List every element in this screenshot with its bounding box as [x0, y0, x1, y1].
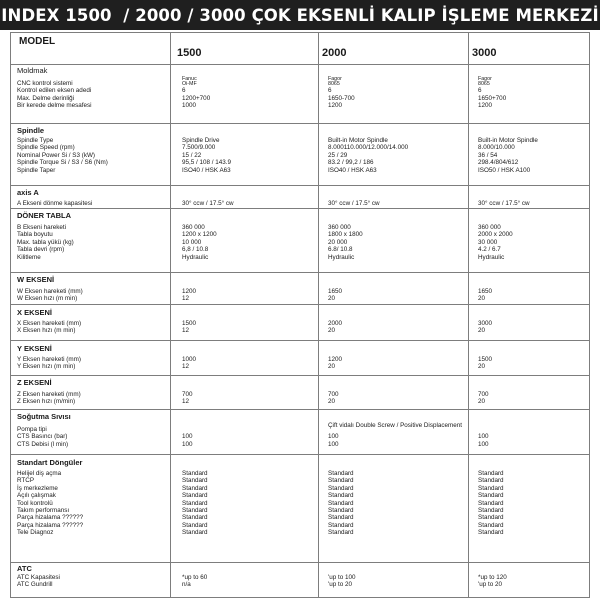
row-value: 100 [182, 440, 193, 448]
row-value: 700 [328, 391, 339, 398]
row-value: *up to 120 [478, 574, 507, 581]
row-value: 8065 [328, 81, 340, 88]
row-label: Parça hizalama ?????? [17, 521, 84, 529]
row-value: 100 [478, 440, 489, 448]
row-label: X Eksen hareketi (mm) [17, 320, 82, 327]
row-label: Tabla boyutu [17, 231, 53, 239]
row-value: 100 [328, 440, 339, 448]
section-title: X EKSENİ [17, 308, 53, 317]
row-value: 2000 x 2000 [478, 231, 513, 239]
row-value: 36 / 54 [478, 151, 498, 159]
row-value: 298.4/804/612 [478, 159, 519, 167]
row-label: Nominal Power Si / S3 (kW) [17, 151, 96, 159]
row-value: 7.500/9.000 [182, 144, 216, 152]
section-title: Z EKSENİ [17, 378, 52, 387]
row-label: Spindle Speed (rpm) [17, 144, 75, 152]
section-title: DÖNER TABLA [17, 211, 72, 220]
row-value: Standard [182, 477, 208, 485]
row-value: 30° ccw / 17.5° cw [182, 200, 234, 207]
row-label: Tele Diagnoz [17, 529, 54, 537]
row-value: 10 000 [182, 238, 202, 246]
row-value: 12 [182, 398, 190, 406]
row-value: 20 000 [328, 238, 348, 246]
row-label: Spindle Type [17, 137, 54, 144]
row-value: 20 [478, 327, 486, 335]
row-label: Max. tabla yükü (kg) [17, 238, 74, 246]
row-value: Standard [478, 521, 504, 529]
row-value: 1200 [328, 102, 343, 110]
row-label: Spindle Taper [17, 166, 56, 174]
row-value: n/a [182, 581, 191, 589]
row-value: 1200 [182, 288, 197, 295]
row-value: 20 [328, 327, 336, 335]
row-value: ISO50 / HSK A100 [478, 166, 531, 174]
model-1500-header: 1500 [177, 47, 202, 59]
row-label: CNC kontrol sistemi [17, 80, 73, 87]
row-value: 1650+700 [478, 94, 507, 102]
row-label: CTS Debisi (l min) [17, 440, 69, 448]
row-value: 100 [182, 433, 193, 441]
row-label: B Ekseni hareketi [17, 224, 67, 231]
row-value: 1200 [328, 356, 343, 363]
row-value: 20 [328, 398, 336, 406]
section-title: axis A [17, 188, 39, 197]
row-value: 83.2 / 99,2 / 186 [328, 159, 374, 167]
row-value: Standard [328, 499, 354, 507]
row-value: 'up to 100 [328, 574, 356, 581]
row-value: 1650 [328, 288, 343, 295]
row-label: Kontrol edilen eksen adedi [17, 87, 92, 95]
row-value: Standard [328, 477, 354, 485]
row-label: Parça hizalama ?????? [17, 514, 84, 522]
row-value: 12 [182, 295, 190, 303]
model-2000-header: 2000 [322, 47, 347, 59]
row-value: 8.000110.000/12.000/14.000 [328, 144, 409, 152]
row-value: Standard [182, 521, 208, 529]
row-value: 8.000/10.000 [478, 144, 515, 152]
row-label: Pompa tipi [17, 426, 47, 433]
row-value: *up to 60 [182, 574, 208, 581]
row-value: Standard [478, 470, 504, 477]
row-value: 700 [182, 391, 193, 398]
row-value: Standard [328, 507, 354, 514]
section-title: Moldmak [17, 66, 48, 75]
row-value: Standard [328, 470, 354, 477]
row-value: 30° ccw / 17.5° cw [328, 200, 380, 207]
row-label: A Ekseni dönme kapasitesi [17, 200, 93, 207]
row-value-span: Çift vidalı Double Screw / Positive Displacement [328, 422, 463, 429]
row-value: Standard [478, 477, 504, 485]
row-value: 700 [478, 391, 489, 398]
row-value: Standard [478, 514, 504, 522]
row-value: Standard [182, 484, 208, 492]
row-label: W Eksen hızı (m min) [17, 295, 78, 303]
row-value: Standard [328, 484, 354, 492]
row-value: 20 [478, 398, 486, 406]
section-title: Spindle [17, 126, 45, 135]
model-label: MODEL [19, 36, 56, 47]
row-value: Built-in Motor Spindle [328, 137, 388, 144]
section-title: Soğutma Sıvısı [17, 412, 71, 421]
row-value: Standard [328, 529, 354, 537]
row-value: Fagor [478, 76, 492, 82]
row-label: Y Eksen hareketi (mm) [17, 356, 81, 363]
row-value: 30 000 [478, 238, 498, 246]
row-label: Takım performansı [17, 507, 70, 514]
row-value: Oi-MF [182, 81, 197, 88]
row-label: Z Eksen hızı (m/min) [17, 398, 76, 406]
row-value: Standard [478, 499, 504, 507]
row-label: Tabla devri (rpm) [17, 246, 65, 254]
row-value: Standard [328, 521, 354, 529]
row-value: 100 [328, 433, 339, 441]
row-value: Standard [328, 492, 354, 500]
row-label: Spindle Torque Si / S3 / S6 (Nm) [17, 159, 108, 167]
spec-table [10, 32, 590, 598]
section-title: ATC [17, 564, 32, 573]
row-label: RTCP [17, 477, 35, 485]
row-value: ISO40 / HSK A63 [328, 166, 377, 174]
row-label: İş merkezleme [17, 484, 58, 492]
row-value: Fagor [328, 76, 342, 82]
row-value: 'up to 20 [328, 581, 352, 589]
row-value: 6,8 / 10.8 [182, 246, 209, 254]
row-value: 8065 [478, 81, 490, 88]
row-value: Standard [182, 529, 208, 537]
row-value: 20 [328, 363, 336, 371]
row-label: ATC Kapasitesi [17, 574, 60, 581]
section-title: Standart Döngüler [17, 458, 83, 467]
row-value: Standard [182, 499, 208, 507]
row-value: Hydraulic [328, 253, 355, 261]
row-label: Helijel diş açma [17, 470, 62, 477]
row-value: 95,5 / 108 / 143.9 [182, 159, 232, 167]
row-value: Hydraulic [182, 253, 209, 261]
row-value: 1200 x 1200 [182, 231, 217, 239]
row-value: Standard [182, 470, 208, 477]
row-value: 360 000 [182, 224, 205, 231]
row-value: 12 [182, 363, 190, 371]
row-value: Hydraulic [478, 253, 505, 261]
row-label: Z Eksen hareketi (mm) [17, 391, 81, 398]
row-value: Standard [328, 514, 354, 522]
row-value: 1650 [478, 288, 493, 295]
row-value: 100 [478, 433, 489, 441]
row-value: 1000 [182, 356, 197, 363]
row-value: 2000 [328, 320, 343, 327]
row-value: 1000 [182, 102, 197, 110]
row-value: Standard [478, 529, 504, 537]
row-value: 6 [478, 87, 482, 95]
row-value: 20 [478, 295, 486, 303]
row-value: 'up to 20 [478, 581, 502, 589]
row-value: 15 / 22 [182, 151, 202, 159]
row-label: Açılı çalışmak [17, 492, 56, 500]
row-label: Tool kontrolü [17, 499, 53, 507]
row-value: 20 [328, 295, 336, 303]
row-value: Spindle Drive [182, 137, 220, 144]
row-value: 1200+700 [182, 94, 211, 102]
row-value: 1200 [478, 102, 493, 110]
row-value: 4.2 / 6.7 [478, 246, 501, 254]
section-title: Y EKSENİ [17, 344, 52, 353]
row-value: 6 [328, 87, 332, 95]
row-value: Standard [182, 492, 208, 500]
page-title: INDEX 1500 / 2000 / 3000 ÇOK EKSENLİ KALIP İŞLEME MERKEZİ [0, 0, 600, 30]
model-3000-header: 3000 [472, 47, 497, 59]
row-value: 360 000 [328, 224, 351, 231]
row-label: Y Eksen hızı (m min) [17, 363, 76, 371]
row-value: Standard [182, 514, 208, 522]
row-label: W Eksen hareketi (mm) [17, 288, 83, 295]
row-value: Standard [478, 492, 504, 500]
row-label: Max. Delme derinliği [17, 94, 75, 102]
row-value: Standard [182, 507, 208, 514]
row-value: Standard [478, 507, 504, 514]
section-title: W EKSENİ [17, 275, 55, 284]
row-label: ATC Gundrill [17, 581, 53, 589]
row-value: 1650-700 [328, 94, 355, 102]
row-value: 1500 [478, 356, 493, 363]
row-label: Bir kerede delme mesafesi [17, 102, 92, 110]
row-value: 12 [182, 327, 190, 335]
row-value: 3000 [478, 320, 493, 327]
row-label: CTS Basıncı (bar) [17, 433, 68, 441]
row-value: Standard [478, 484, 504, 492]
row-value: 30° ccw / 17.5° cw [478, 200, 530, 207]
row-label: Kilitleme [17, 253, 41, 261]
row-value: 1800 x 1800 [328, 231, 363, 239]
row-value: Built-in Motor Spindle [478, 137, 538, 144]
row-label: X Eksen hızı (m min) [17, 327, 76, 335]
row-value: 1500 [182, 320, 197, 327]
row-value: 6 [182, 87, 186, 95]
table-frame [10, 32, 590, 598]
row-value: 20 [478, 363, 486, 371]
row-value: ISO40 / HSK A63 [182, 166, 231, 174]
row-value: Fanuc [182, 76, 197, 82]
row-value: 6.8/ 10.8 [328, 246, 353, 254]
row-value: 360 000 [478, 224, 501, 231]
row-value: 25 / 29 [328, 151, 348, 159]
